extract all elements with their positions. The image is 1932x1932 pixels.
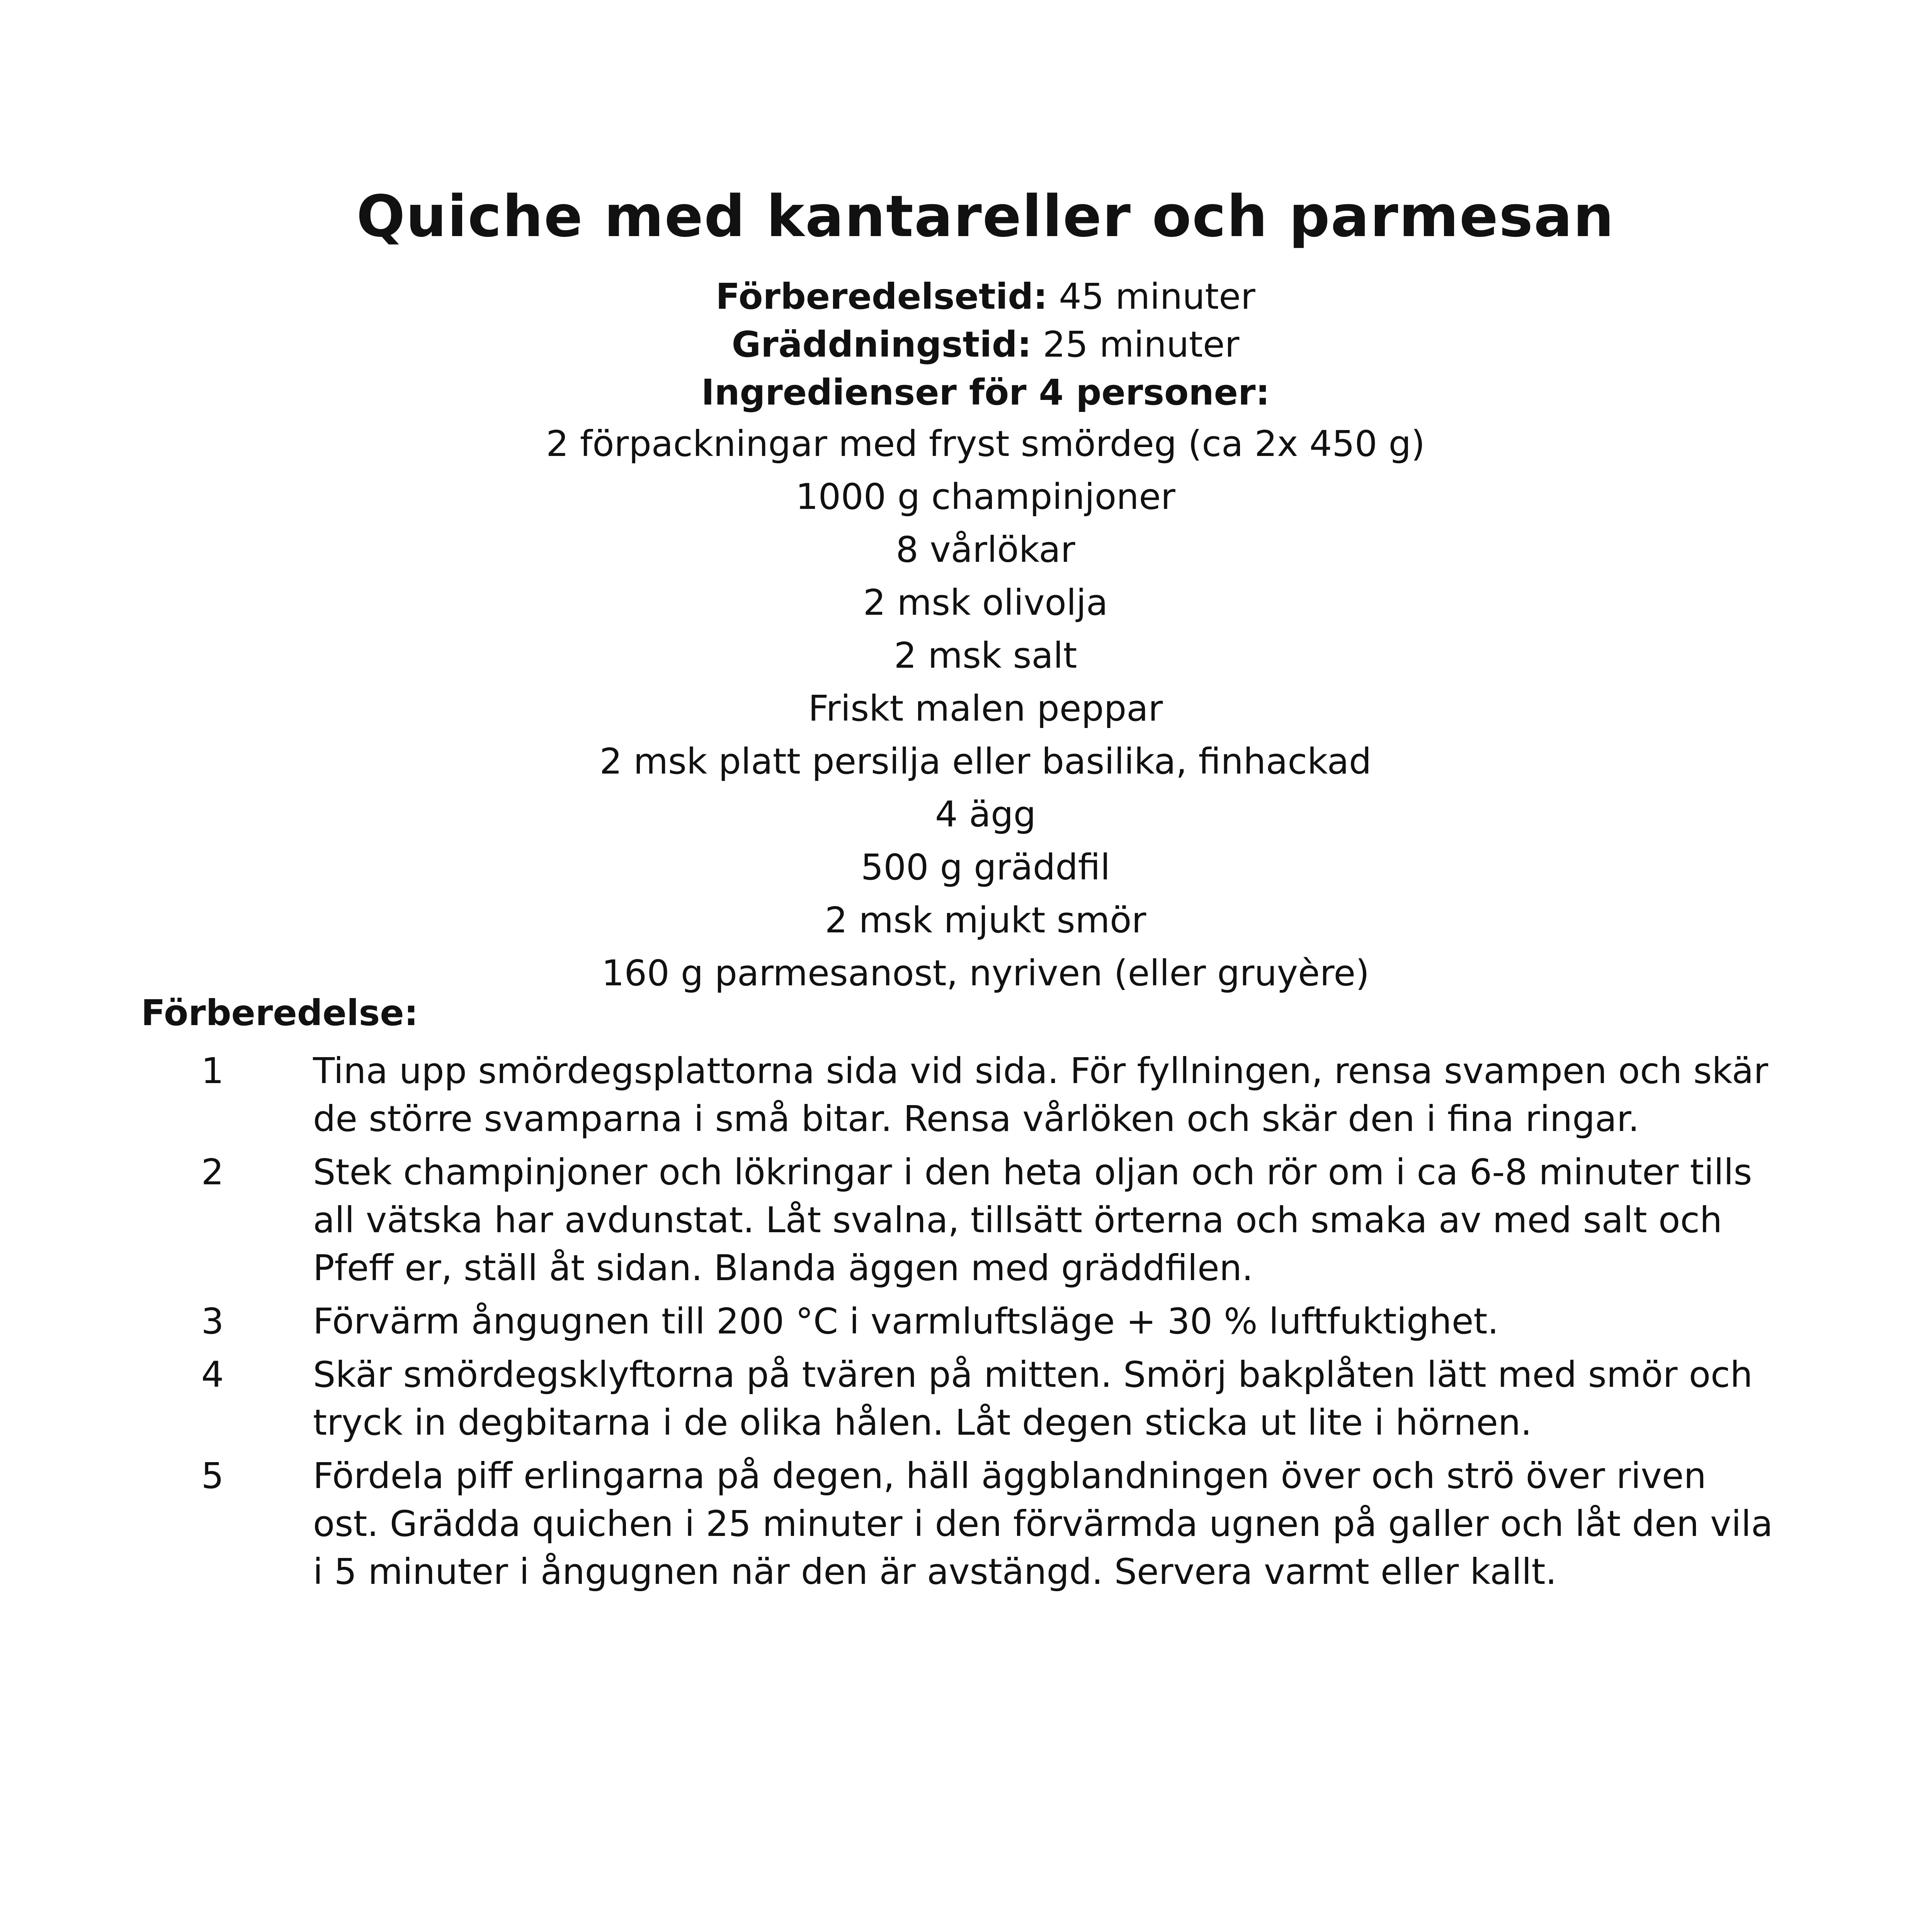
step-text: Tina upp smördegsplattorna sida vid sida. För fyllningen, rensa svampen och skär de större svamparna i små bitar. Rensa vårlöken och skär den i fina ringar. [313,1050,1769,1139]
step-number: 2 [201,1151,224,1193]
ingredient-item: 2 msk salt [894,635,1077,676]
ingredient-item: 4 ägg [935,794,1036,835]
step-item [0,1047,1932,1143]
ingredient-item: 1000 g champinjoner [796,476,1175,517]
step-list [0,1047,1932,1601]
step-item [0,1351,1932,1447]
preparation-heading: Förberedelse: [141,992,418,1034]
bake-time-value: 25 minuter [1031,324,1240,365]
ingredient-item: 2 msk olivolja [863,582,1108,623]
ingredient-list [0,417,1932,1000]
bake-time [0,321,1932,369]
step-item [0,1148,1932,1292]
ingredient-item: 8 vårlökar [896,529,1075,570]
step-number: 3 [201,1301,224,1342]
bake-time-label: Gräddningstid: [731,324,1032,365]
ingredient-item: 160 g parmesanost, nyriven (eller gruyère) [602,952,1369,994]
step-number: 4 [201,1354,224,1395]
ingredient-item: 2 förpackningar med fryst smördeg (ca 2x 450 g) [546,423,1425,464]
ingredient-item: Friskt malen peppar [808,688,1163,729]
ingredient-item: 2 msk mjukt smör [825,900,1146,941]
step-text: Förvärm ångugnen till 200 °C i varmluftsläge + 30 % luftfuktighet. [313,1301,1499,1342]
step-number: 1 [201,1050,224,1092]
step-text: Stek champinjoner och lökringar i den heta oljan och rör om i ca 6-8 minuter tills all vätska har avdunstat. Låt svalna, tillsätt örterna och smaka av med salt och Pfeff er, ställ åt sidan. Blanda äggen med gräddfilen. [313,1151,1752,1289]
recipe-title: Quiche med kantareller och parmesan [356,183,1615,250]
recipe-meta [0,273,1932,417]
step-text: Skär smördegsklyftorna på tvären på mitten. Smörj bakplåten lätt med smör och tryck in degbitarna i de olika hålen. Låt degen sticka ut lite i hörnen. [313,1354,1753,1443]
ingredient-item: 500 g gräddfil [861,847,1111,888]
step-item [0,1298,1932,1345]
step-number: 5 [201,1455,224,1497]
prep-time [0,273,1932,321]
ingredients-heading: Ingredienser för 4 personer: [701,372,1270,413]
step-text: Fördela piff erlingarna på degen, häll äggblandningen över och strö över riven ost. Grädda quichen i 25 minuter i den förvärmda ugnen på galler och låt den vila i 5 minuter i ångugnen när den är avstängd. Servera varmt eller kallt. [313,1455,1773,1592]
prep-time-label: Förberedelsetid: [716,276,1048,317]
step-item [0,1452,1932,1596]
ingredient-item: 2 msk platt persilja eller basilika, finhackad [599,741,1372,782]
prep-time-value: 45 minuter [1047,276,1255,317]
